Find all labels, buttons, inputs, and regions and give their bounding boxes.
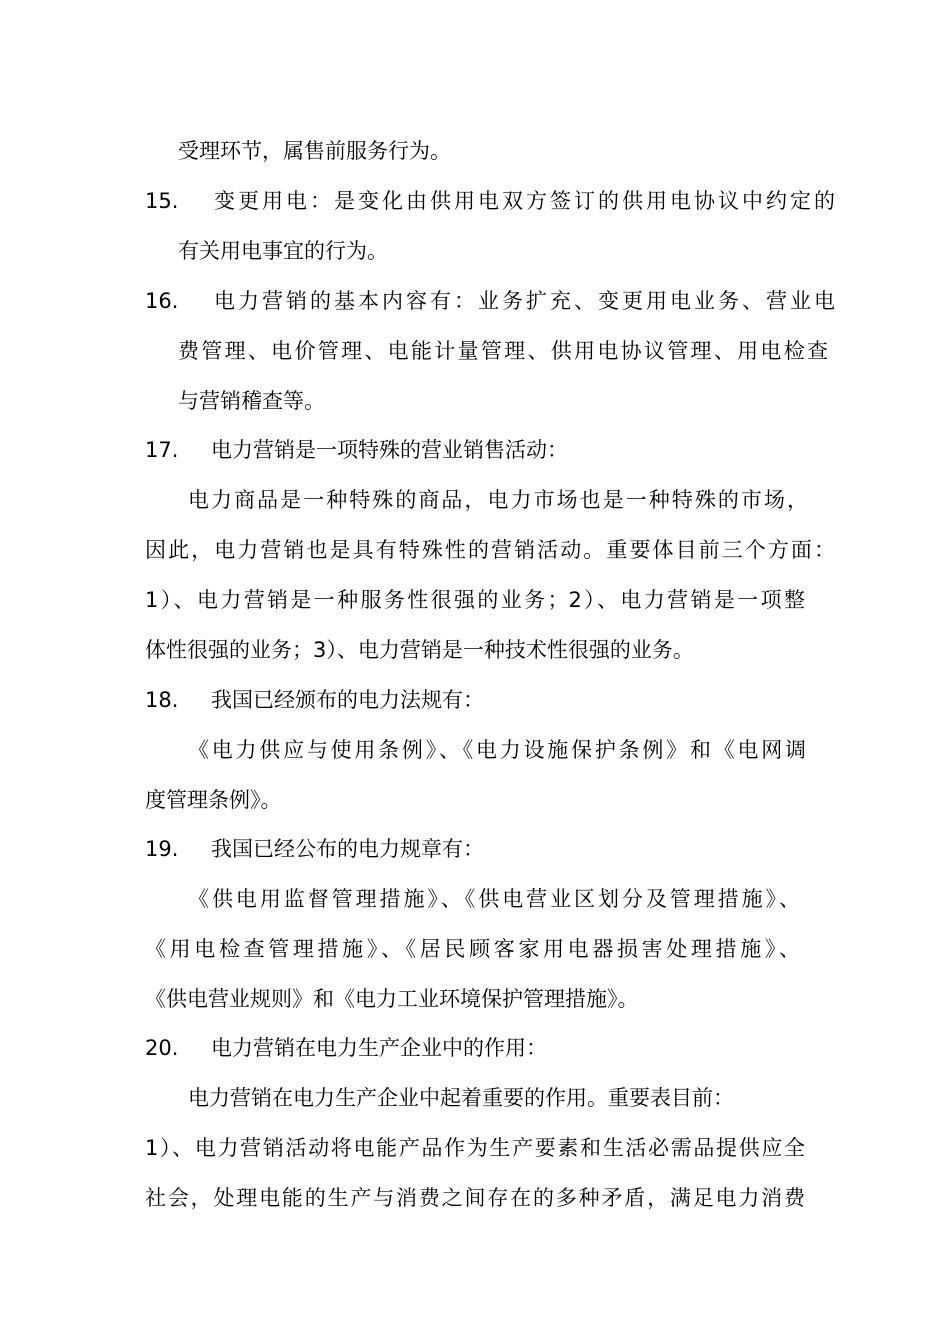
text-line: 与营销稽查等。	[178, 389, 325, 413]
list-item-20: 20. 电力营销在电力生产企业中的作用：	[145, 1033, 835, 1063]
text-line: 度管理条例》。	[145, 788, 282, 812]
text-line: 《供电营业规则》和《电力工业环境保护管理措施》。	[145, 987, 639, 1011]
text-line: 《电力供应与使用条例》、《电力设施保护条例》和《电网调	[188, 738, 806, 762]
list-item-15: 15. 变更用电：是变化由供用电双方签订的供用电协议中约定的	[145, 186, 835, 216]
text-line: 有关用电事宜的行为。	[178, 239, 388, 263]
item-number: 20.	[145, 1036, 179, 1060]
list-item-18: 18. 我国已经颁布的电力法规有：	[145, 685, 835, 715]
text-line: 1）、电力营销是一种服务性很强的业务；2）、电力营销是一项整	[145, 588, 805, 612]
text-line: 社会，处理电能的生产与消费之间存在的多种矛盾，满足电力消费	[145, 1186, 805, 1210]
text-line: 1）、电力营销活动将电能产品作为生产要素和生活必需品提供应全	[145, 1136, 805, 1160]
text-line: 因此，电力营销也是具有特殊性的营销活动。重要体目前三个方面：	[145, 538, 835, 562]
item-number: 19.	[145, 837, 179, 861]
text-line: 费管理、电价管理、电能计量管理、供用电协议管理、用电检查	[178, 339, 828, 363]
item-number: 16.	[145, 289, 179, 313]
item-number: 18.	[145, 688, 179, 712]
text-line: 电力营销在电力生产企业中起着重要的作用。重要表目前：	[188, 1086, 734, 1110]
text-line: 受理环节，属售前服务行为。	[178, 139, 451, 163]
list-item-17: 17. 电力营销是一项特殊的营业销售活动：	[145, 435, 835, 465]
text-line: 《供电用监督管理措施》、《供电营业区划分及管理措施》、	[188, 887, 800, 911]
item-number: 15.	[145, 189, 179, 213]
list-item-19: 19. 我国已经公布的电力规章有：	[145, 834, 835, 864]
text-line: 电力商品是一种特殊的商品，电力市场也是一种特殊的市场，	[188, 488, 808, 512]
item-number: 17.	[145, 438, 179, 462]
list-item-16: 16. 电力营销的基本内容有：业务扩充、变更用电业务、营业电	[145, 286, 835, 316]
text-line: 《用电检查管理措施》、《居民顾客家用电器损害处理措施》、	[145, 937, 800, 961]
text-line: 体性很强的业务；3）、电力营销是一种技术性很强的业务。	[145, 638, 694, 662]
